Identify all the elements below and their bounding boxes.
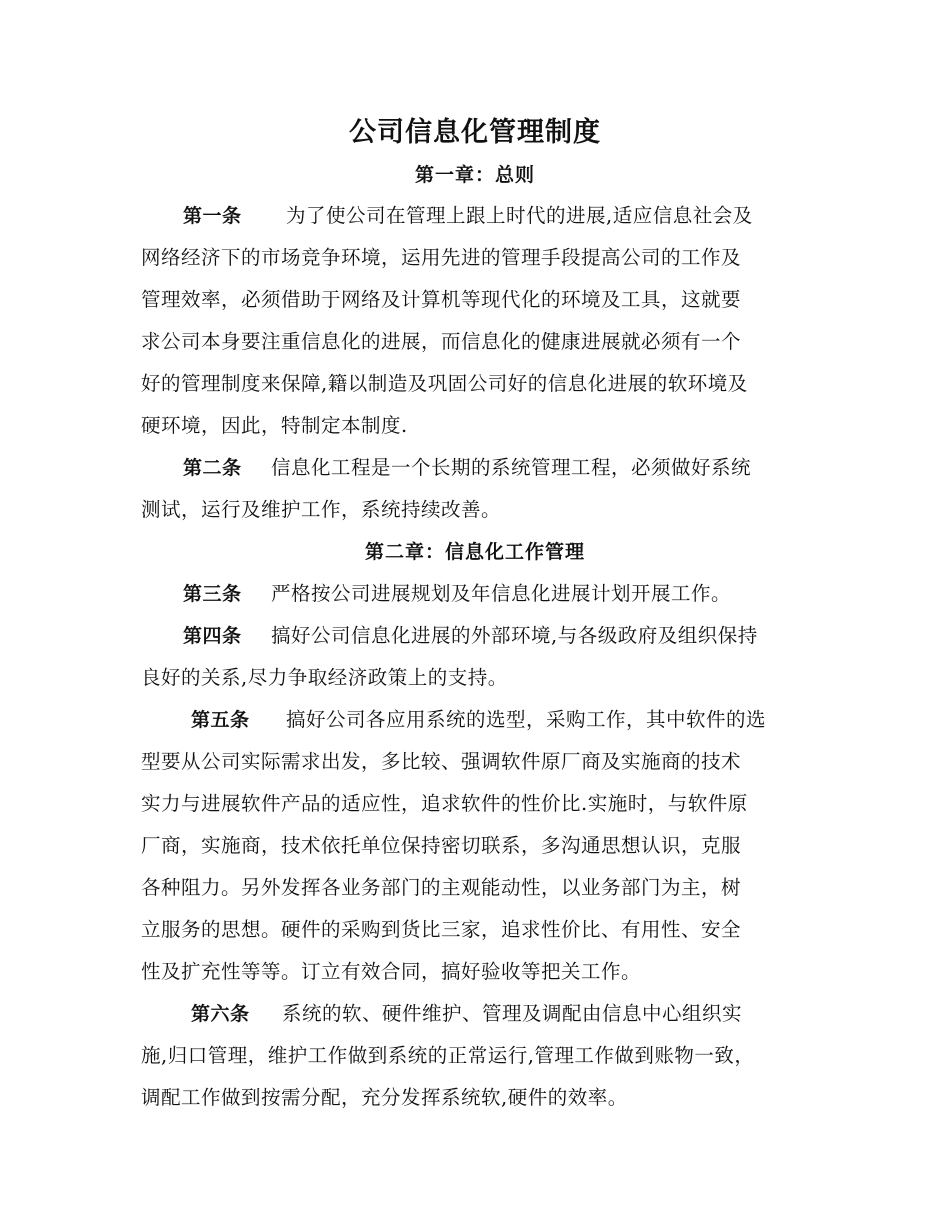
article-4-first-line xyxy=(141,615,803,657)
article-text: 性及扩充性等等。订立有效合同，搞好验收等把关工作。 xyxy=(141,960,642,983)
article-1-first-line xyxy=(141,195,803,237)
article-4 xyxy=(141,615,803,699)
article-text: 型要从公司实际需求出发，多比较、强调软件原厂商及实施商的技术 xyxy=(141,750,742,773)
chapter-heading-2: 第二章：信息化工作管理 xyxy=(364,541,585,563)
article-text: 好的管理制度来保障,籍以制造及巩固公司好的信息化进展的软环境及 xyxy=(141,372,748,395)
document-title: 公司信息化管理制度 xyxy=(349,117,601,148)
article-6-first-line xyxy=(141,993,803,1035)
article-number: 第五条 xyxy=(191,709,250,731)
article-number: 第一条 xyxy=(183,205,242,227)
article-text: 搞好公司信息化进展的外部环境,与各级政府及组织保持 xyxy=(271,624,758,647)
article-text: 调配工作做到按需分配，充分发挥系统软,硬件的效率。 xyxy=(141,1086,628,1109)
article-1 xyxy=(141,195,803,447)
article-text: 管理效率，必须借助于网络及计算机等现代化的环境及工具，这就要 xyxy=(141,288,742,311)
article-text: 良好的关系,尽力争取经济政策上的支持。 xyxy=(141,666,508,689)
article-text: 实力与进展软件产品的适应性，追求软件的性价比.实施时，与软件原 xyxy=(141,792,748,815)
article-number: 第六条 xyxy=(191,1003,250,1025)
article-2-first-line xyxy=(141,447,803,489)
article-text: 信息化工程是一个长期的系统管理工程，必须做好系统 xyxy=(271,456,752,479)
article-text: 网络经济下的市场竞争环境，运用先进的管理手段提高公司的工作及 xyxy=(141,246,742,269)
article-3 xyxy=(141,573,803,615)
article-text: 各种阻力。另外发挥各业务部门的主观能动性，以业务部门为主，树 xyxy=(141,876,742,899)
article-number: 第三条 xyxy=(183,583,242,605)
article-text: 求公司本身要注重信息化的进展，而信息化的健康进展就必须有一个 xyxy=(141,330,742,353)
article-text: 为了使公司在管理上跟上时代的进展,适应信息社会及 xyxy=(286,204,753,227)
article-6 xyxy=(141,993,803,1119)
article-5-first-line xyxy=(141,699,803,741)
article-number: 第二条 xyxy=(183,457,242,479)
article-5 xyxy=(141,699,803,993)
article-text: 系统的软、硬件维护、管理及调配由信息中心组织实 xyxy=(282,1002,743,1025)
article-number: 第四条 xyxy=(183,625,242,647)
chapter-heading-1: 第一章：总则 xyxy=(414,164,535,186)
article-text: 测试，运行及维护工作，系统持续改善。 xyxy=(141,498,502,521)
article-3-first-line xyxy=(141,573,803,615)
article-text: 立服务的思想。硬件的采购到货比三家，追求性价比、有用性、安全 xyxy=(141,918,742,941)
article-text: 搞好公司各应用系统的选型，采购工作，其中软件的选 xyxy=(286,708,767,731)
article-text: 厂商，实施商，技术依托单位保持密切联系，多沟通思想认识，克服 xyxy=(141,834,742,857)
article-2 xyxy=(141,447,803,531)
article-text: 施,归口管理，维护工作做到系统的正常运行,管理工作做到账物一致， xyxy=(141,1044,755,1067)
article-text: 硬环境，因此，特制定本制度. xyxy=(141,414,408,437)
article-text: 严格按公司进展规划及年信息化进展计划开展工作。 xyxy=(271,582,732,605)
